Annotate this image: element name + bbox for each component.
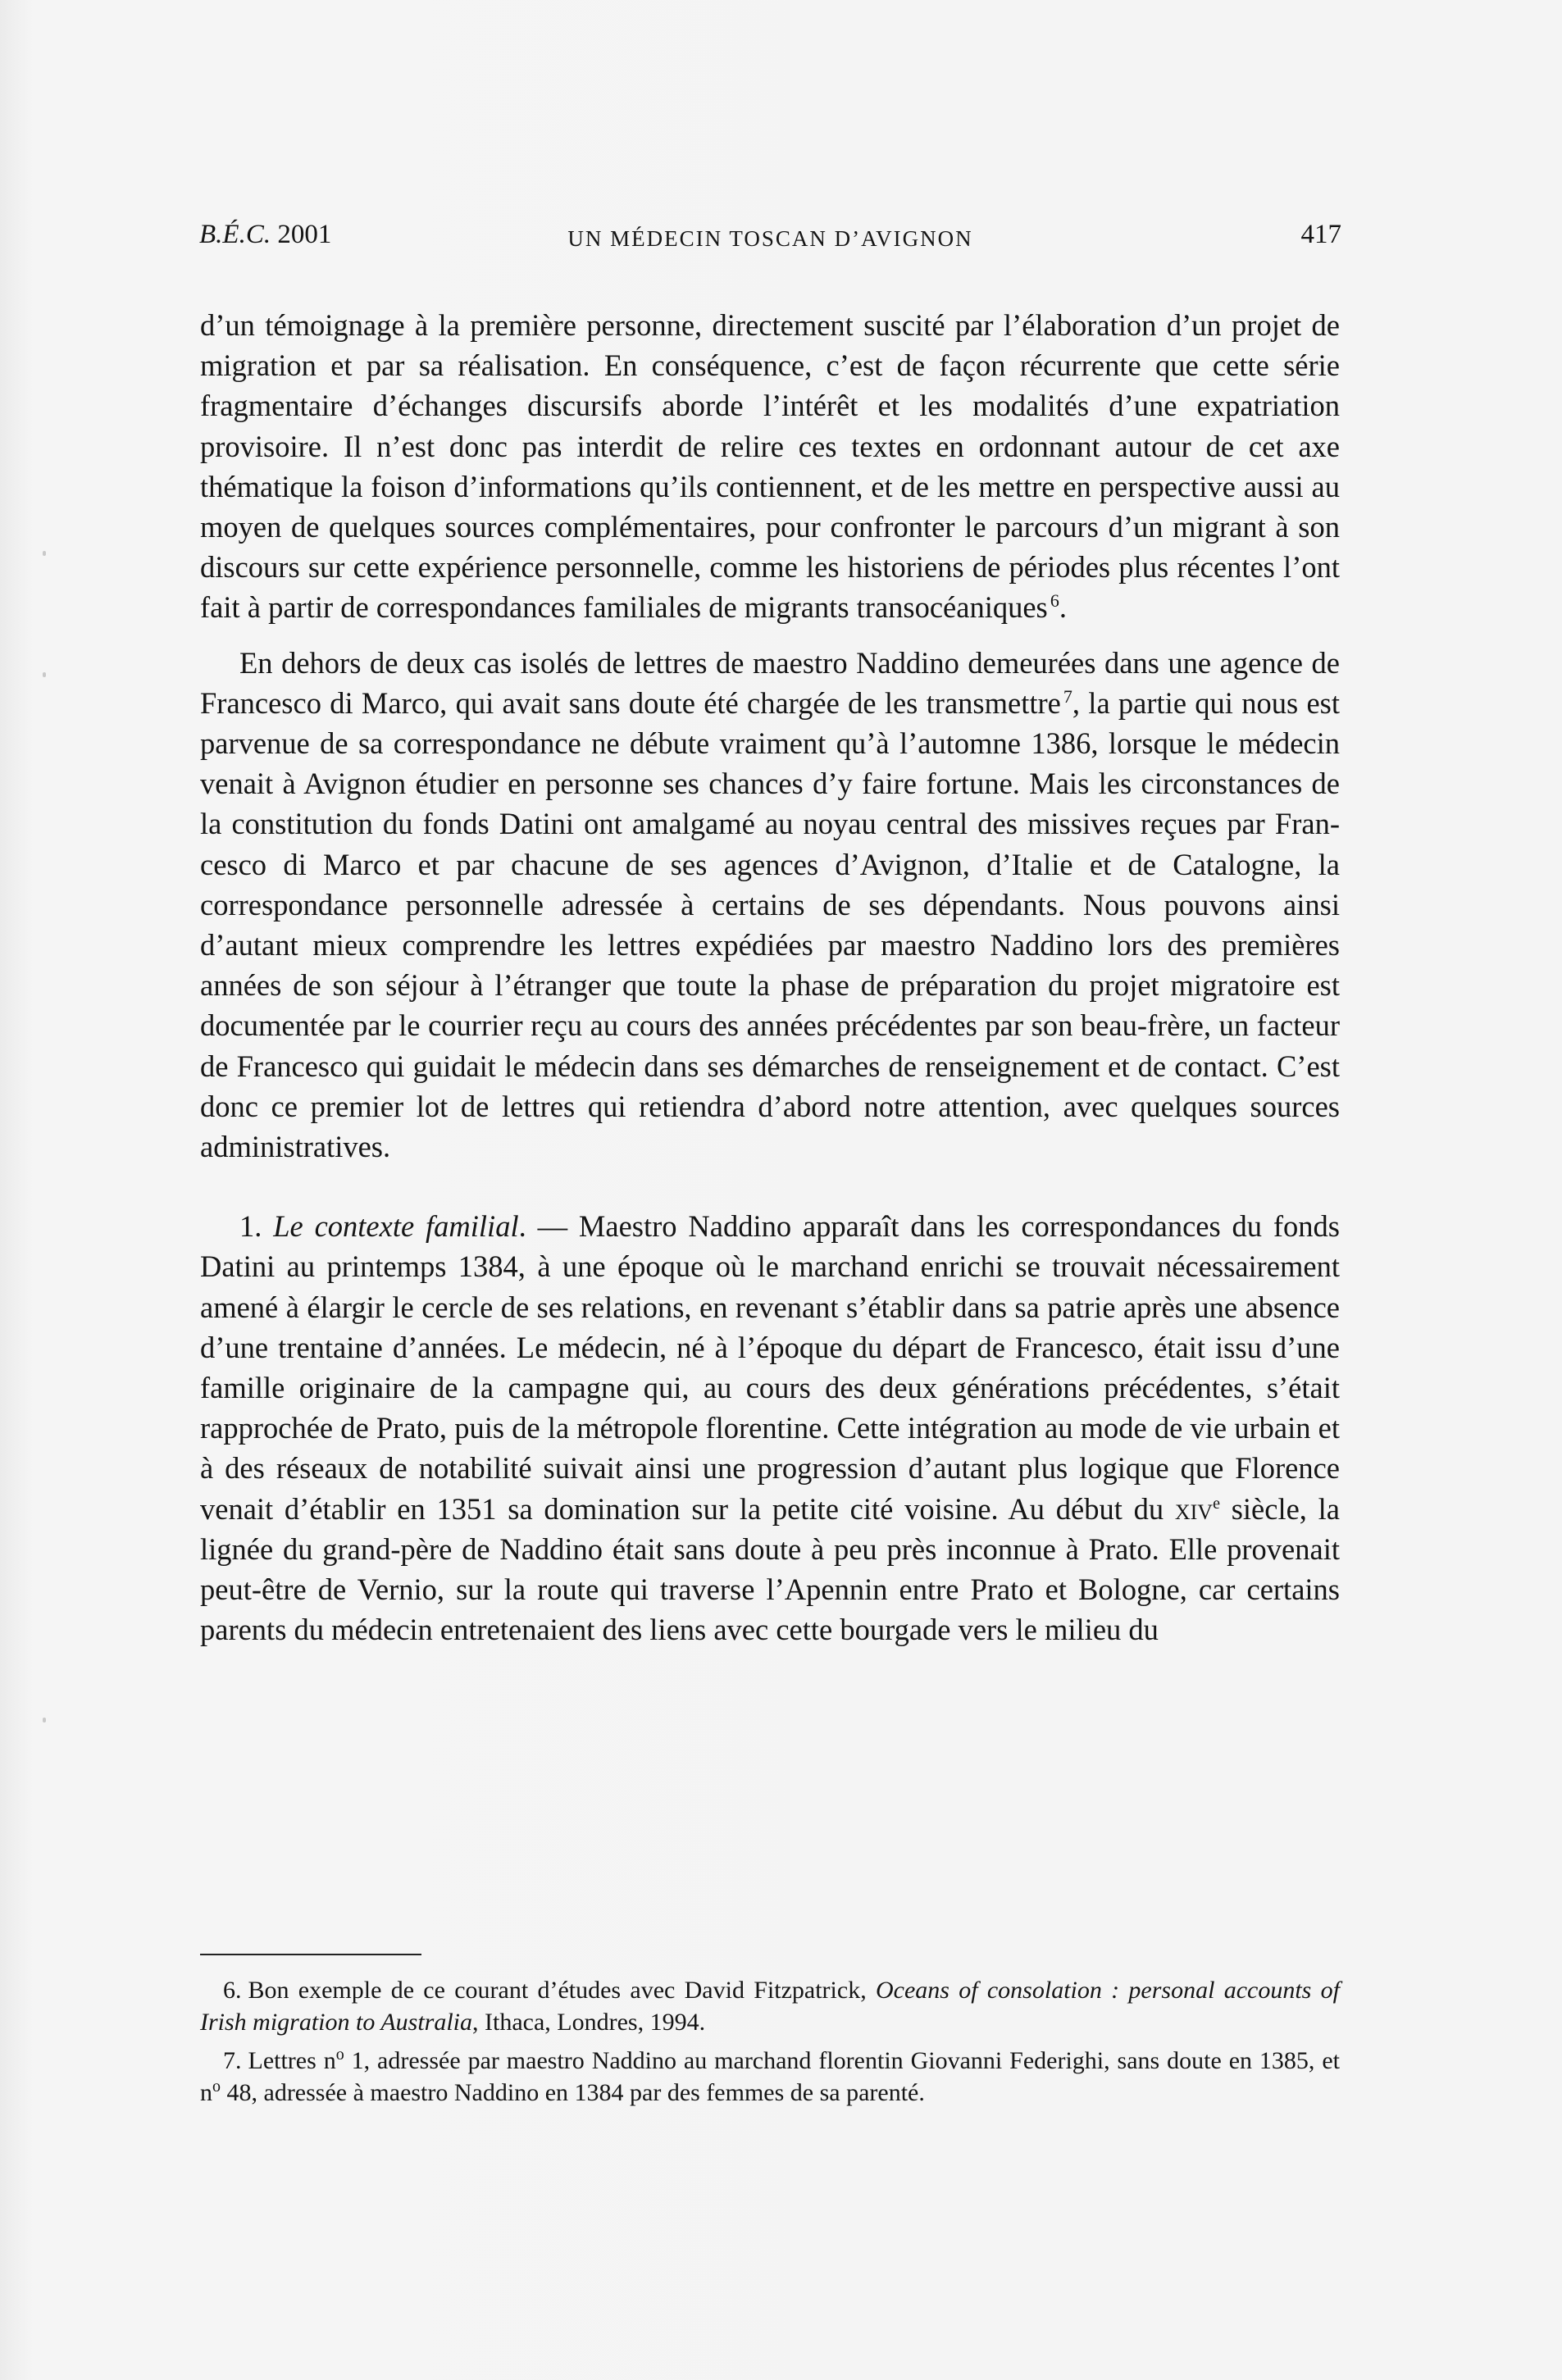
footnote-number: 7.: [223, 2047, 242, 2074]
margin-speck: [43, 672, 46, 677]
paragraph-sources: En dehors de deux cas isolés de lettres de maestro Naddino demeurées dans une agence de Francesco di Marco, qui avait sans doute été chargée de les transmettre $^7$, la partie qui nous est parvenue de sa correspondance ne débute vraiment qu’à l’automne 1386, lorsque le médecin venait à Avignon étudier en personne ses chances d’y faire fortune. Mais les circonstances de la constitution du fonds Datini ont amalgamé au noyau central des missives reçues par Francesco di Marco et par chacune de ses agences d’Avignon, d’Italie et de Catalogne, la correspondance personnelle adressée à certains de ses dépendants. Nous pouvons ainsi d’autant mieux comprendre les lettres expédiées par maestro Naddino lors des premières années de son séjour à l’étranger que toute la phase de préparation du projet migratoire est documentée par le courrier reçu au cours des années précédentes par son beau-frère, un facteur de Francesco qui guidait le médecin dans ses démarches de renseignement et de contact. C’est donc ce premier lot de lettres qui retiendra d’abord notre attention, avec quelques sources administratives.: [200, 645, 1340, 1164]
margin-speck: [43, 1718, 46, 1722]
section-number: 1.: [239, 1209, 262, 1244]
margin-speck: [43, 551, 46, 556]
cited-title: Oceans of consolation : personal accounts of Irish migration to Australia: [200, 1977, 1340, 2036]
century-superscript: e: [1213, 1494, 1220, 1513]
footnote-number: 6.: [223, 1977, 242, 2004]
section-heading: Le contexte familial: [273, 1209, 519, 1244]
article-running-title: UN MÉDECIN TOSCAN D’AVIGNON: [567, 226, 973, 251]
footnote-ref-7[interactable]: 7: [1063, 685, 1072, 707]
footnote-ref-6[interactable]: 6: [1050, 590, 1059, 612]
journal-year: 2001: [277, 220, 332, 249]
journal-abbrev: B.É.C.: [199, 220, 271, 249]
century-numeral: xiv: [1174, 1491, 1214, 1526]
paragraph-continued: d’un témoignage à la première personne, directement suscité par l’élaboration d’un projet de migration et par sa réalisation. En conséquence, c’est de façon récurrente que cette série fragmentaire d’échanges discursifs aborde l’intérêt et les modalités d’une expatriation provisoire. Il n’est donc pas interdit de relire ces textes en ordonnant autour de cet axe thématique la foison d’informations qu’ils contiennent, et de les mettre en perspective aussi au moyen de quelques sources complémentaires, pour confronter le parcours d’un migrant à son discours sur cette expérience personnelle, comme les historiens de périodes plus récentes l’ont fait à partir de correspondances familiales de migrants transocéaniques $^6$.: [200, 308, 1340, 625]
page-number: 417: [1300, 220, 1341, 249]
section-spacing: [200, 1167, 1340, 1206]
article-body: [200, 305, 1340, 1650]
footnotes: [200, 1974, 1340, 2115]
running-head: [199, 220, 1341, 261]
footnote-6: 6. Bon exemple de ce courant d’études avec David Fitzpatrick, Oceans of consolation : personal accounts of Irish migration to Australia, Ithaca, Londres, 1994.: [200, 1977, 1340, 2036]
paragraph-spacing: [200, 628, 1340, 643]
footnote-7: 7. Lettres $n^o$ 1, adressée par maestro Naddino au marchand florentin Giovanni Federighi, sans doute en 1385, et $n^o$ 48, adressée à maestro Naddino en 1384 par des femmes de sa parenté.: [200, 2046, 1341, 2106]
section-1-paragraph: 1. Le contexte familial. — Maestro Naddino apparaît dans les correspondances du fonds Datini au printemps 1384, à une époque où le marchand enrichi se trouvait nécessairement amené à élargir le cercle de ses relations, en revenant s’établir dans sa patrie après une absence d’une trentaine d’années. Le médecin, né à l’époque du départ de Francesco, était issu d’une famille originaire de la campagne qui, au cours des deux générations précédentes, s’était rapprochée de Prato, puis de la métropole florentine. Cette intégration au mode de vie urbain et à des réseaux de notabilité suivait ainsi une progression d’autant plus logique que Florence venait d’établir en 1351 sa domination sur la petite cité voisine. Au début du xiv$^e$ siècle, la lignée du grand-père de Naddino était sans doute à peu près inconnue à Prato. Elle provenait peut-être de Vernio, sur la route qui traverse l’Apennin entre Prato et Bologne, car certains parents du médecin entretenaient des liens avec cette bourgade vers le milieu du: [200, 1209, 1341, 1647]
footnote-separator: [200, 1954, 421, 1955]
